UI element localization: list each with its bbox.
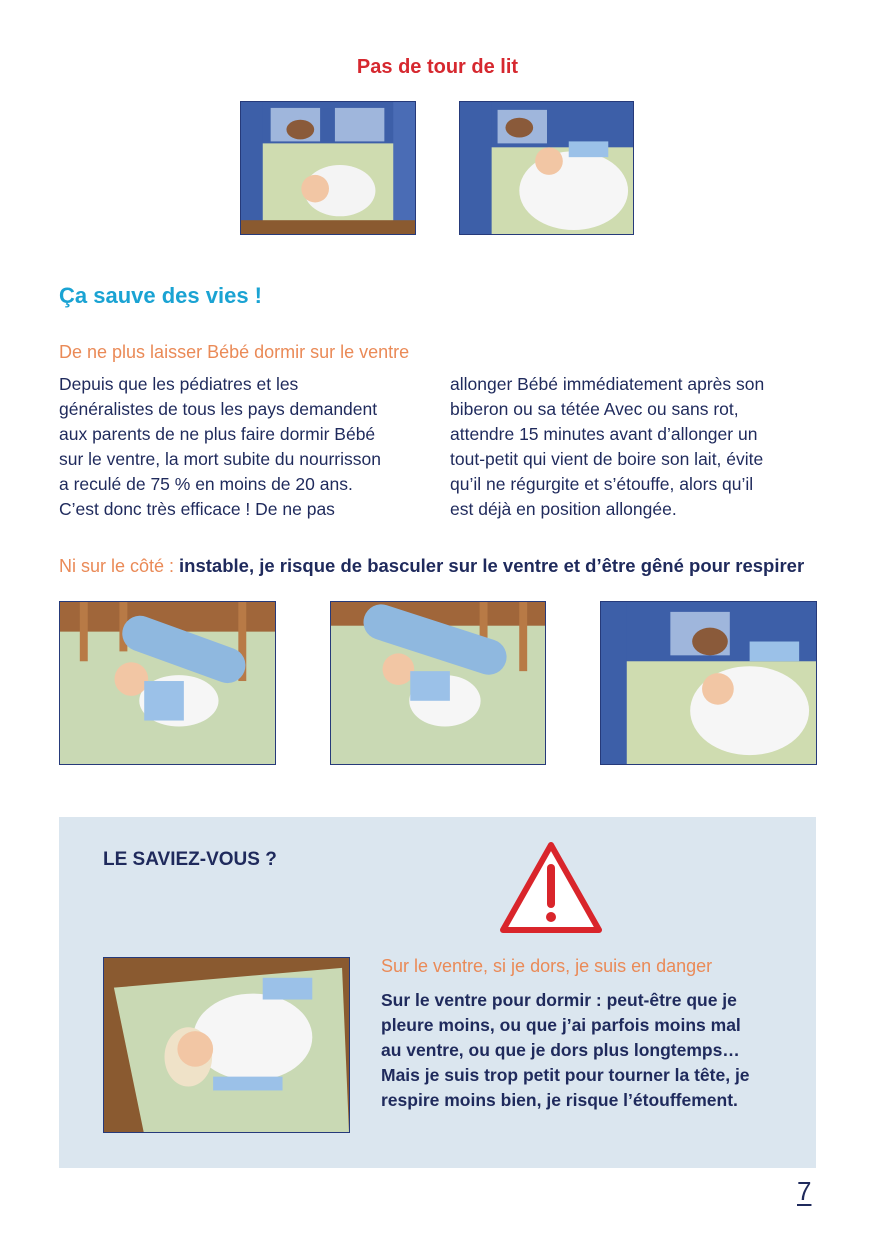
warning-triangle-icon xyxy=(500,842,602,934)
text-line: attendre 15 minutes avant d’allonger un xyxy=(450,424,758,444)
photo-crib-bumper-1 xyxy=(240,101,416,235)
subsection-title: De ne plus laisser Bébé dormir sur le ventre xyxy=(59,342,410,362)
page-heading: Pas de tour de lit xyxy=(356,56,519,78)
photo-crib-bumper-2 xyxy=(459,101,634,235)
text-line: qu’il ne régurgite et s’étouffe, alors qu’il xyxy=(450,474,754,494)
text-line: allonger Bébé immédiatement après son xyxy=(450,374,765,394)
photo-side-sleep-2 xyxy=(330,601,546,765)
text-line: respire moins bien, je risque l’étouffement. xyxy=(381,1090,738,1110)
danger-subtitle: Sur le ventre, si je dors, je suis en danger xyxy=(381,956,713,976)
text-line: aux parents de ne plus faire dormir Bébé xyxy=(59,424,376,444)
text-line: Depuis que les pédiatres et les xyxy=(59,374,299,394)
danger-text xyxy=(381,988,801,1113)
text-line: a reculé de 75 % en moins de 20 ans. xyxy=(59,474,353,494)
body-column-1 xyxy=(59,372,434,522)
text-line: sur le ventre, la mort subite du nourrisson xyxy=(59,449,381,469)
text-line: au ventre, ou que je dors plus longtemps… xyxy=(381,1040,740,1060)
did-you-know-title: LE SAVIEZ-VOUS ? xyxy=(103,849,277,870)
side-label: Ni sur le côté : xyxy=(59,556,180,576)
page-number: 7 xyxy=(797,1176,812,1206)
text-line: généralistes de tous les pays demandent xyxy=(59,399,378,419)
text-line: tout-petit qui vient de boire son lait, évite xyxy=(450,449,764,469)
photo-prone-sleep xyxy=(103,957,350,1133)
text-line: pleure moins, ou que j’ai parfois moins mal xyxy=(381,1015,741,1035)
photo-side-sleep-bumper xyxy=(600,601,817,765)
text-line: Sur le ventre pour dormir : peut-être que je xyxy=(381,990,737,1010)
text-line: biberon ou sa tétée Avec ou sans rot, xyxy=(450,399,739,419)
text-line: Mais je suis trop petit pour tourner la tête, je xyxy=(381,1065,750,1085)
body-column-2 xyxy=(450,372,825,522)
photo-side-sleep-1 xyxy=(59,601,276,765)
text-line: C’est donc très efficace ! De ne pas xyxy=(59,499,335,519)
side-text: instable, je risque de basculer sur le ventre et d’être gêné pour respirer xyxy=(179,555,805,576)
side-position-line xyxy=(59,555,804,577)
section-title: Ça sauve des vies ! xyxy=(59,283,263,308)
text-line: est déjà en position allongée. xyxy=(450,499,677,519)
